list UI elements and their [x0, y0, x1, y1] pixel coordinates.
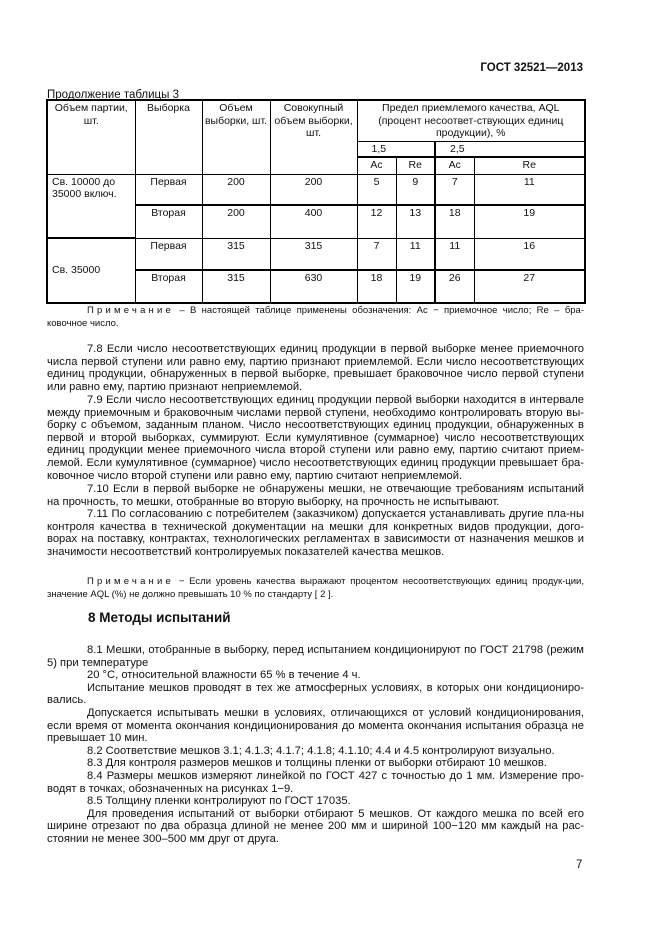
paragraph-7-11: 7.11 По согласованию с потребителем (заказчиком) допускается устанавливать другие пла-ны контроля качества в технической документации на мешки для конкретных видов продукции, дого-ворах на поставку, контрактах, технологических регламентах в зависимости от назначения мешков и значимости несоответствий контролируемых показателей качества мешков.: [47, 508, 584, 558]
re-cell: 19: [396, 270, 435, 303]
header-ac: Ac: [357, 157, 396, 174]
section-8-body: [47, 644, 584, 846]
aql-note: [47, 576, 584, 601]
header-aql-2-5: 2,5: [435, 141, 585, 157]
header-cumulative-size: Совокупный объем выборки, шт.: [270, 100, 357, 174]
paragraph-8-2: 8.2 Соответствие мешков 3.1; 4.1.3; 4.1.7; 4.1.8; 4.1.10; 4.4 и 4.5 контролируют визуально.: [87, 744, 555, 757]
section-8-heading: 8 Методы испытаний: [88, 610, 231, 625]
ac-cell: 11: [435, 238, 474, 270]
ac-cell: 12: [357, 205, 396, 238]
sample-cell: Вторая: [135, 205, 202, 238]
document-code: ГОСТ 32521—2013: [480, 62, 583, 74]
paragraph-7-10: 7.10 Если в первой выборке не обнаружены мешки, не отвечающие требованиям испытаний на прочность, то мешки, отобранные во вторую выборку, на прочность не испытывают.: [47, 483, 584, 508]
page-number: 7: [576, 859, 583, 871]
paragraph-8-3: 8.3 Для контроля размеров мешков и толщины пленки от выборки отбирают 10 мешков.: [87, 757, 547, 770]
table-caption: Продолжение таблицы 3: [47, 89, 180, 101]
note-label: Примечание: [87, 305, 174, 316]
re-cell: 27: [474, 270, 585, 303]
cumulative-cell: 630: [270, 270, 357, 303]
sample-size-cell: 315: [202, 238, 270, 270]
header-aql: Предел приемлемого качества, AQL (процент несоответ-ствующих единиц продукции), %: [357, 100, 585, 141]
re-cell: 19: [474, 205, 585, 238]
cumulative-cell: 400: [270, 205, 357, 238]
paragraph-8-1-test-conditions: Испытание мешков проводят в тех же атмосферных условиях, в которых они кондициониро-вались.: [47, 681, 584, 707]
lot-size-cell: Св. 10000 до 35000 включ.: [47, 174, 135, 238]
sample-size-cell: 315: [202, 270, 270, 303]
note-label: Примечание: [87, 576, 174, 587]
paragraph-7-9: 7.9 Если число несоответствующих единиц продукции первой выборки находится в интервале между приемочным и браковочным числами первой ступени, необходимо контролировать вторую вы-борку с объемом, заданным планом. Число несоответствующих единиц продукции, обнаруженных в первой и второй выборках, суммируют. Если кумулятивное (суммарное) число несоответствующих единиц продукции менее приемочного числа второй ступени или равно ему, партию считают прием-лемой. Если кумулятивное (суммарное) число несоответствующих единиц продукции превышает бра-ковочное число второй ступени или равно ему, партию считают неприемлемой.: [47, 394, 584, 482]
table-3: [46, 99, 586, 304]
paragraph-7-8: 7.8 Если число несоответствующих единиц продукции в первой выборке менее приемочного числа первой ступени или равно ему, партию признают приемлемой. Если число несоответствующих единиц продукции, обнаруженных в первой выборке, превышает браковочное число первой ступени или равно ему, партию признают неприемлемой.: [47, 343, 584, 393]
paragraph-8-4: 8.4 Размеры мешков измеряют линейкой по ГОСТ 427 с точностью до 1 мм. Измерение про-водят в точках, обозначенных на рисунках 1−9.: [47, 769, 584, 795]
ac-cell: 7: [357, 238, 396, 270]
note-text: − Если уровень качества выражают процентом несоответствующих единиц продук-ции, значение AQL (%) не должно превышать 10 % по стандарту [ 2 ].: [47, 576, 584, 600]
paragraph-8-1-conditions: 20 °С, относительной влажности 65 % в течение 4 ч.: [87, 669, 361, 682]
re-cell: 13: [396, 205, 435, 238]
note-text: – В настоящей таблице применены обозначения: Ac − приемочное число; Re – бра-ковочное число.: [47, 305, 584, 329]
re-cell: 9: [396, 174, 435, 205]
paragraph-8-1: 8.1 Мешки, отобранные в выборку, перед испытанием кондиционируют по ГОСТ 21798 (режим 5) при температуре: [47, 644, 584, 669]
table-row: [47, 238, 585, 270]
header-lot-size: Объем партии, шт.: [47, 100, 135, 174]
ac-cell: 18: [435, 205, 474, 238]
header-sample-size: Объем выборки, шт.: [202, 100, 270, 174]
header-re: Re: [396, 157, 435, 174]
cumulative-cell: 200: [270, 174, 357, 205]
paragraph-8-1-allowance: Допускается испытывать мешки в условиях, отличающихся от условий кондиционирования, если время от момента окончания кондиционирования до момента окончания испытания образца не превышает 10 мин.: [47, 706, 584, 745]
ac-cell: 5: [357, 174, 396, 205]
paragraph-8-5: 8.5 Толщину пленки контролируют по ГОСТ 17035.: [87, 795, 351, 808]
header-aql-1-5: 1,5: [357, 141, 435, 157]
table-row: [47, 174, 585, 205]
table-note: [47, 305, 584, 330]
re-cell: 11: [474, 174, 585, 205]
header-sample: Выборка: [135, 100, 202, 174]
sample-size-cell: 200: [202, 205, 270, 238]
paragraph-8-5-samples: Для проведения испытаний от выборки отбирают 5 мешков. От каждого мешка по всей его ширине отрезают по два образца длиной не менее 200 мм и шириной 100−120 мм каждый на рас-стоянии не менее 300–500 мм друг от друга.: [47, 807, 584, 845]
header-ac: Ac: [435, 157, 474, 174]
ac-cell: 18: [357, 270, 396, 303]
lot-size-cell: Св. 35000: [47, 238, 135, 303]
sample-cell: Вторая: [135, 270, 202, 303]
re-cell: 16: [474, 238, 585, 270]
header-re: Re: [474, 157, 585, 174]
re-cell: 11: [396, 238, 435, 270]
sample-cell: Первая: [135, 174, 202, 205]
sample-size-cell: 200: [202, 174, 270, 205]
ac-cell: 7: [435, 174, 474, 205]
cumulative-cell: 315: [270, 238, 357, 270]
ac-cell: 26: [435, 270, 474, 303]
sample-cell: Первая: [135, 238, 202, 270]
